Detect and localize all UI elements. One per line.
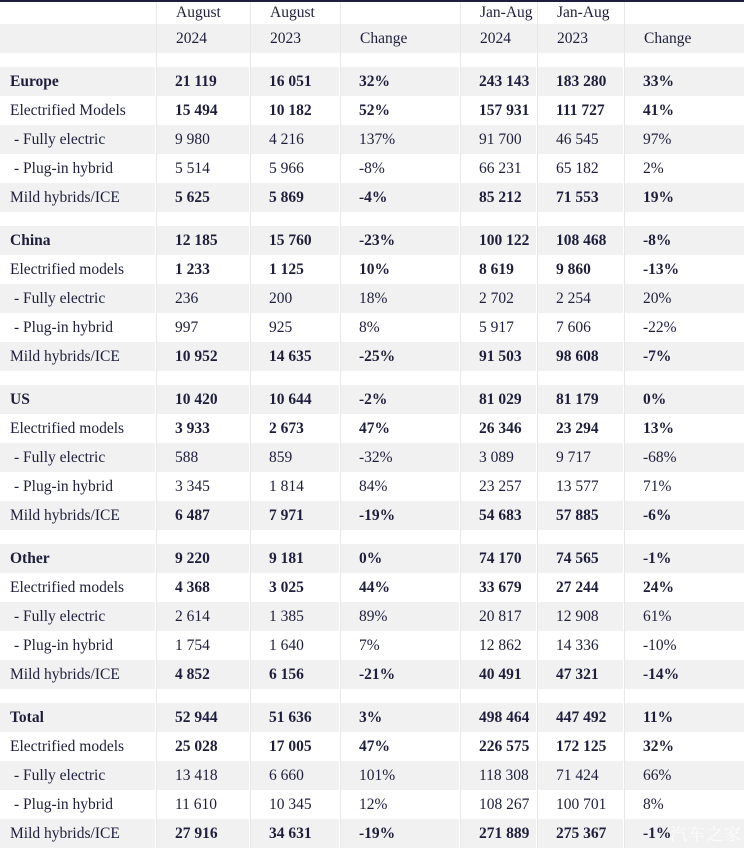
cell: 14 336 (537, 631, 624, 660)
cell: 98 608 (537, 342, 624, 371)
cell: 33% (624, 67, 744, 96)
row-label: Mild hybrids/ICE (0, 501, 156, 530)
cell: 108 267 (460, 790, 537, 819)
row-label: US (0, 385, 156, 414)
cell: 16 051 (250, 67, 340, 96)
cell: 71 553 (537, 183, 624, 212)
section-spacer (0, 212, 744, 226)
column-header (0, 24, 156, 53)
cell: 91 503 (460, 342, 537, 371)
cell: 20% (624, 284, 744, 313)
table-row (0, 443, 744, 472)
cell: 91 700 (460, 125, 537, 154)
cell: 100 701 (537, 790, 624, 819)
spacer-cell (0, 371, 744, 385)
cell: 5 917 (460, 313, 537, 342)
table-row (0, 284, 744, 313)
cell: 10 644 (250, 385, 340, 414)
cell: 13 418 (156, 761, 250, 790)
cell: 66% (624, 761, 744, 790)
cell: 8% (340, 313, 460, 342)
cell: 100 122 (460, 226, 537, 255)
column-header: 2023 (537, 24, 624, 53)
cell: 200 (250, 284, 340, 313)
cell: 27 916 (156, 819, 250, 848)
cell: 275 367 (537, 819, 624, 848)
cell: 15 760 (250, 226, 340, 255)
row-label: Total (0, 703, 156, 732)
table-row (0, 732, 744, 761)
row-label: Electrified models (10, 419, 125, 437)
column-header: 2024 (460, 24, 537, 53)
table-row (0, 819, 744, 848)
cell: 7 971 (250, 501, 340, 530)
row-label: - Fully electric (0, 125, 156, 154)
table-row (0, 761, 744, 790)
column-header: Jan-Aug (557, 4, 610, 22)
cell: -10% (624, 631, 744, 660)
cell: -4% (340, 183, 460, 212)
spacer-cell (0, 530, 744, 544)
table-row (0, 255, 744, 284)
cell: 9 980 (156, 125, 250, 154)
cell: -19% (340, 501, 460, 530)
column-header: August (270, 4, 315, 22)
row-label: - Fully electric (0, 284, 156, 313)
cell: 271 889 (460, 819, 537, 848)
cell: 81 179 (537, 385, 624, 414)
cell: 1 125 (250, 255, 340, 284)
cell: 6 156 (250, 660, 340, 689)
cell: 33 679 (460, 573, 537, 602)
table-row (0, 573, 744, 602)
cell: 0% (624, 385, 744, 414)
cell: -6% (624, 501, 744, 530)
cell: 65 182 (537, 154, 624, 183)
cell: 3 933 (156, 414, 250, 443)
column-header (340, 2, 460, 24)
cell: 71% (624, 472, 744, 501)
cell: 1 640 (250, 631, 340, 660)
cell: 44% (340, 573, 460, 602)
cell: 12% (340, 790, 460, 819)
cell: -8% (340, 154, 460, 183)
table-row (0, 67, 744, 96)
table-row (0, 544, 744, 573)
cell: 12 908 (537, 602, 624, 631)
cell: 51 636 (250, 703, 340, 732)
cell: 10 952 (156, 342, 250, 371)
cell: 21 119 (156, 67, 250, 96)
cell: 2 673 (250, 414, 340, 443)
cell: 498 464 (460, 703, 537, 732)
cell: 226 575 (460, 732, 537, 761)
cell: 101% (340, 761, 460, 790)
cell: 27 244 (537, 573, 624, 602)
cell: 85 212 (460, 183, 537, 212)
cell: 13% (624, 414, 744, 443)
cell: 447 492 (537, 703, 624, 732)
cell: 11 610 (156, 790, 250, 819)
cell: 2 702 (460, 284, 537, 313)
cell: 236 (156, 284, 250, 313)
cell: 66 231 (460, 154, 537, 183)
cell: 15 494 (156, 96, 250, 125)
cell: 12 185 (156, 226, 250, 255)
cell: 47% (340, 414, 460, 443)
column-header: Change (340, 24, 460, 53)
cell: 57 885 (537, 501, 624, 530)
sales-table (0, 2, 744, 848)
section-spacer (0, 53, 744, 67)
cell: 47% (340, 732, 460, 761)
cell: 24% (624, 573, 744, 602)
cell: 97% (624, 125, 744, 154)
table-row (0, 183, 744, 212)
cell: 8 619 (460, 255, 537, 284)
cell: 2 614 (156, 602, 250, 631)
cell: -1% (624, 544, 744, 573)
table-row (0, 472, 744, 501)
row-label: Electrified models (10, 737, 125, 755)
cell: 0% (340, 544, 460, 573)
cell: 4 216 (250, 125, 340, 154)
row-label: Other (0, 544, 156, 573)
cell: 61% (624, 602, 744, 631)
cell: 23 257 (460, 472, 537, 501)
section-spacer (0, 371, 744, 385)
cell: -21% (340, 660, 460, 689)
cell: 9 220 (156, 544, 250, 573)
cell: 4 368 (156, 573, 250, 602)
cell: 74 565 (537, 544, 624, 573)
table-row (0, 631, 744, 660)
cell: 1 814 (250, 472, 340, 501)
cell: 13 577 (537, 472, 624, 501)
row-label: Electrified models (10, 578, 125, 596)
cell: 1 754 (156, 631, 250, 660)
cell: 588 (156, 443, 250, 472)
cell: 9 860 (537, 255, 624, 284)
cell: 3 089 (460, 443, 537, 472)
cell: 172 125 (537, 732, 624, 761)
cell: 1 233 (156, 255, 250, 284)
cell: 243 143 (460, 67, 537, 96)
table-row (0, 342, 744, 371)
cell: 32% (624, 732, 744, 761)
cell: 7% (340, 631, 460, 660)
column-header (624, 2, 744, 24)
row-label: Europe (0, 67, 156, 96)
column-header: Change (624, 24, 744, 53)
header-row (0, 2, 744, 24)
cell: 10% (340, 255, 460, 284)
cell: 5 514 (156, 154, 250, 183)
row-label: - Plug-in hybrid (14, 318, 114, 336)
cell: -13% (624, 255, 744, 284)
cell: 3% (340, 703, 460, 732)
cell: -23% (340, 226, 460, 255)
cell: -32% (340, 443, 460, 472)
cell: 7 606 (537, 313, 624, 342)
cell: -8% (624, 226, 744, 255)
cell: 10 420 (156, 385, 250, 414)
row-label: Mild hybrids/ICE (0, 342, 156, 371)
cell: 1 385 (250, 602, 340, 631)
cell: 5 966 (250, 154, 340, 183)
table-header (0, 2, 744, 53)
section-spacer (0, 530, 744, 544)
cell: 925 (250, 313, 340, 342)
cell: 84% (340, 472, 460, 501)
cell: -2% (340, 385, 460, 414)
column-header: August (176, 4, 221, 22)
cell: 8% (624, 790, 744, 819)
cell: 32% (340, 67, 460, 96)
table-row (0, 703, 744, 732)
column-header: Jan-Aug (480, 4, 533, 22)
cell: 5 869 (250, 183, 340, 212)
cell: 14 635 (250, 342, 340, 371)
column-header (0, 2, 156, 24)
cell: 6 660 (250, 761, 340, 790)
cell: 52 944 (156, 703, 250, 732)
row-label: - Fully electric (0, 443, 156, 472)
cell: 17 005 (250, 732, 340, 761)
cell: 10 345 (250, 790, 340, 819)
row-label: - Plug-in hybrid (14, 477, 114, 495)
cell: 19% (624, 183, 744, 212)
cell: -22% (624, 313, 744, 342)
table-row (0, 154, 744, 183)
cell: 34 631 (250, 819, 340, 848)
cell: 10 182 (250, 96, 340, 125)
cell: 23 294 (537, 414, 624, 443)
cell: 2 254 (537, 284, 624, 313)
cell: 18% (340, 284, 460, 313)
cell: 47 321 (537, 660, 624, 689)
row-label: - Plug-in hybrid (14, 795, 114, 813)
cell: 157 931 (460, 96, 537, 125)
cell: 52% (340, 96, 460, 125)
cell: -1% (624, 819, 744, 848)
cell: 20 817 (460, 602, 537, 631)
cell: 40 491 (460, 660, 537, 689)
cell: 3 025 (250, 573, 340, 602)
cell: 81 029 (460, 385, 537, 414)
cell: 111 727 (537, 96, 624, 125)
spacer-cell (0, 689, 744, 703)
table-row (0, 790, 744, 819)
cell: 11% (624, 703, 744, 732)
row-label: Mild hybrids/ICE (0, 819, 156, 848)
cell: 108 468 (537, 226, 624, 255)
cell: 12 862 (460, 631, 537, 660)
cell: 137% (340, 125, 460, 154)
cell: 997 (156, 313, 250, 342)
table-row (0, 414, 744, 443)
cell: 859 (250, 443, 340, 472)
table-body (0, 53, 744, 848)
table-row (0, 501, 744, 530)
table-row (0, 660, 744, 689)
row-label: China (0, 226, 156, 255)
table-row (0, 96, 744, 125)
cell: 6 487 (156, 501, 250, 530)
cell: -19% (340, 819, 460, 848)
table-row (0, 385, 744, 414)
cell: -14% (624, 660, 744, 689)
cell: 26 346 (460, 414, 537, 443)
cell: -25% (340, 342, 460, 371)
cell: 183 280 (537, 67, 624, 96)
watermark: 汽车之家 (670, 825, 742, 844)
cell: -7% (624, 342, 744, 371)
table-row (0, 226, 744, 255)
row-label: - Plug-in hybrid (14, 159, 114, 177)
row-label: - Fully electric (0, 761, 156, 790)
table-row (0, 313, 744, 342)
cell: 2% (624, 154, 744, 183)
row-label: - Plug-in hybrid (14, 636, 114, 654)
row-label: - Fully electric (0, 602, 156, 631)
row-label: Electrified models (10, 260, 125, 278)
cell: 74 170 (460, 544, 537, 573)
row-label: Mild hybrids/ICE (0, 660, 156, 689)
table-row (0, 602, 744, 631)
cell: 89% (340, 602, 460, 631)
table-row (0, 125, 744, 154)
column-header: 2024 (156, 24, 250, 53)
cell: 3 345 (156, 472, 250, 501)
cell: 71 424 (537, 761, 624, 790)
cell: 46 545 (537, 125, 624, 154)
spacer-cell (0, 53, 744, 67)
cell: 41% (624, 96, 744, 125)
cell: 9 181 (250, 544, 340, 573)
cell: 4 852 (156, 660, 250, 689)
spacer-cell (0, 212, 744, 226)
cell: 118 308 (460, 761, 537, 790)
cell: 9 717 (537, 443, 624, 472)
column-header: 2023 (250, 24, 340, 53)
cell: 25 028 (156, 732, 250, 761)
cell: 54 683 (460, 501, 537, 530)
cell: 5 625 (156, 183, 250, 212)
header-row (0, 24, 744, 53)
cell: -68% (624, 443, 744, 472)
row-label: Mild hybrids/ICE (0, 183, 156, 212)
section-spacer (0, 689, 744, 703)
row-label: Electrified Models (10, 101, 126, 119)
